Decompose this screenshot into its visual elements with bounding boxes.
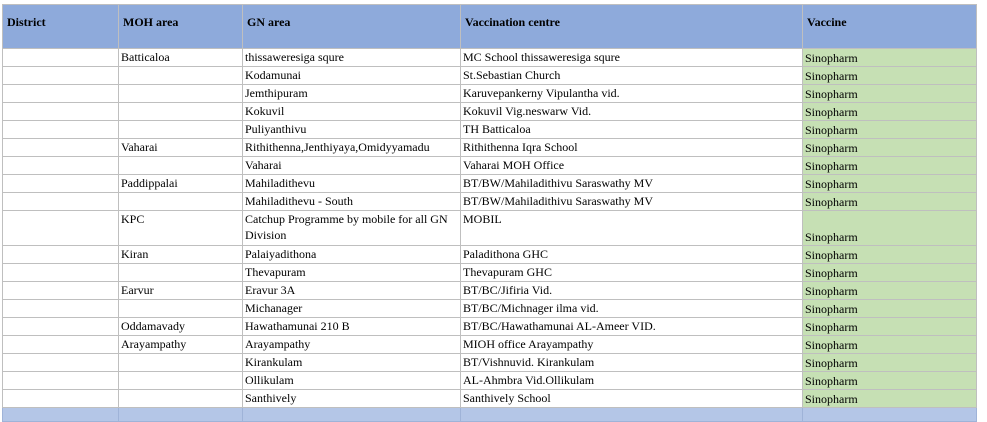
header-vaccination-centre: Vaccination centre — [461, 5, 803, 49]
footer-band-row — [3, 408, 977, 422]
header-moh-area: MOH area — [119, 5, 243, 49]
moh-area-cell — [119, 67, 243, 85]
table-row — [3, 354, 977, 372]
vaccine-cell: Sinopharm — [803, 336, 977, 354]
table-row — [3, 85, 977, 103]
district-cell — [3, 336, 119, 354]
district-cell — [3, 282, 119, 300]
header-gn-area: GN area — [243, 5, 461, 49]
district-cell — [3, 390, 119, 408]
gn-area-cell: Puliyanthivu — [243, 121, 461, 139]
moh-area-cell: Batticaloa — [119, 49, 243, 67]
vaccination-centre-cell: Santhively School — [461, 390, 803, 408]
vaccination-centre-cell: Rithithenna Iqra School — [461, 139, 803, 157]
vaccination-centre-cell: BT/BC/Jifiria Vid. — [461, 282, 803, 300]
vaccine-cell: Sinopharm — [803, 175, 977, 193]
vaccine-cell: Sinopharm — [803, 372, 977, 390]
vaccination-centre-cell: Karuvepankerny Vipulantha vid. — [461, 85, 803, 103]
vaccination-schedule-table — [2, 4, 977, 422]
table-row — [3, 103, 977, 121]
table-row — [3, 318, 977, 336]
gn-area-cell: Rithithenna,Jenthiyaya,Omidyyamadu — [243, 139, 461, 157]
moh-area-cell — [119, 103, 243, 121]
gn-area-cell: Kirankulam — [243, 354, 461, 372]
vaccination-centre-cell: Kokuvil Vig.neswarw Vid. — [461, 103, 803, 121]
district-cell — [3, 175, 119, 193]
gn-area-cell: Mahiladithevu — [243, 175, 461, 193]
vaccination-centre-cell: Paladithona GHC — [461, 246, 803, 264]
vaccination-centre-cell: BT/BW/Mahiladithivu Saraswathy MV — [461, 193, 803, 211]
vaccine-cell: Sinopharm — [803, 49, 977, 67]
district-cell — [3, 103, 119, 121]
gn-area-cell: Ollikulam — [243, 372, 461, 390]
footer-cell — [243, 408, 461, 422]
gn-area-cell: Jemthipuram — [243, 85, 461, 103]
table-row — [3, 300, 977, 318]
district-cell — [3, 157, 119, 175]
table-row — [3, 372, 977, 390]
vaccine-cell: Sinopharm — [803, 121, 977, 139]
footer-cell — [3, 408, 119, 422]
table-row — [3, 175, 977, 193]
district-cell — [3, 49, 119, 67]
vaccination-centre-cell: Vaharai MOH Office — [461, 157, 803, 175]
moh-area-cell — [119, 354, 243, 372]
vaccine-cell: Sinopharm — [803, 157, 977, 175]
moh-area-cell — [119, 390, 243, 408]
header-vaccine: Vaccine — [803, 5, 977, 49]
district-cell — [3, 85, 119, 103]
vaccination-centre-cell: BT/BC/Hawathamunai AL-Ameer VID. — [461, 318, 803, 336]
vaccination-centre-cell: BT/BW/Mahiladithivu Saraswathy MV — [461, 175, 803, 193]
vaccine-cell: Sinopharm — [803, 390, 977, 408]
gn-area-cell: Arayampathy — [243, 336, 461, 354]
header-district: District — [3, 5, 119, 49]
gn-area-cell: Hawathamunai 210 B — [243, 318, 461, 336]
gn-area-cell: Eravur 3A — [243, 282, 461, 300]
district-cell — [3, 121, 119, 139]
gn-area-cell: Michanager — [243, 300, 461, 318]
vaccine-cell: Sinopharm — [803, 139, 977, 157]
district-cell — [3, 354, 119, 372]
district-cell — [3, 264, 119, 282]
vaccine-cell: Sinopharm — [803, 246, 977, 264]
vaccination-centre-cell: BT/Vishnuvid. Kirankulam — [461, 354, 803, 372]
moh-area-cell: Paddippalai — [119, 175, 243, 193]
table-row — [3, 336, 977, 354]
vaccine-cell: Sinopharm — [803, 354, 977, 372]
footer-cell — [461, 408, 803, 422]
gn-area-cell: Palaiyadithona — [243, 246, 461, 264]
footer-cell — [803, 408, 977, 422]
vaccine-cell: Sinopharm — [803, 282, 977, 300]
gn-area-cell: Mahiladithevu - South — [243, 193, 461, 211]
gn-area-cell: Catchup Programme by mobile for all GN Division — [243, 211, 461, 246]
table-row — [3, 139, 977, 157]
moh-area-cell — [119, 300, 243, 318]
table-row — [3, 264, 977, 282]
table-row — [3, 246, 977, 264]
moh-area-cell: Earvur — [119, 282, 243, 300]
moh-area-cell: Oddamavady — [119, 318, 243, 336]
table-row — [3, 282, 977, 300]
moh-area-cell — [119, 121, 243, 139]
district-cell — [3, 139, 119, 157]
district-cell — [3, 211, 119, 246]
table-row — [3, 67, 977, 85]
moh-area-cell: Arayampathy — [119, 336, 243, 354]
table-row — [3, 211, 977, 246]
moh-area-cell: KPC — [119, 211, 243, 246]
vaccination-centre-cell: BT/BC/Michnager ilma vid. — [461, 300, 803, 318]
vaccination-centre-cell: Thevapuram GHC — [461, 264, 803, 282]
table-row — [3, 157, 977, 175]
vaccination-centre-cell: MC School thissaweresiga squre — [461, 49, 803, 67]
gn-area-cell: Vaharai — [243, 157, 461, 175]
vaccine-cell: Sinopharm — [803, 318, 977, 336]
vaccine-cell: Sinopharm — [803, 211, 977, 246]
vaccine-cell: Sinopharm — [803, 103, 977, 121]
table-row — [3, 49, 977, 67]
gn-area-cell: Thevapuram — [243, 264, 461, 282]
table-row — [3, 121, 977, 139]
table-body — [3, 49, 977, 408]
moh-area-cell: Vaharai — [119, 139, 243, 157]
moh-area-cell — [119, 85, 243, 103]
district-cell — [3, 318, 119, 336]
header-row — [3, 5, 977, 49]
district-cell — [3, 372, 119, 390]
district-cell — [3, 246, 119, 264]
vaccine-cell: Sinopharm — [803, 67, 977, 85]
gn-area-cell: thissaweresiga squre — [243, 49, 461, 67]
district-cell — [3, 300, 119, 318]
vaccine-cell: Sinopharm — [803, 193, 977, 211]
vaccination-centre-cell: MIOH office Arayampathy — [461, 336, 803, 354]
district-cell — [3, 67, 119, 85]
moh-area-cell — [119, 193, 243, 211]
vaccine-cell: Sinopharm — [803, 85, 977, 103]
moh-area-cell — [119, 372, 243, 390]
table-row — [3, 193, 977, 211]
vaccine-cell: Sinopharm — [803, 300, 977, 318]
gn-area-cell: Kokuvil — [243, 103, 461, 121]
gn-area-cell: Santhively — [243, 390, 461, 408]
vaccination-centre-cell: St.Sebastian Church — [461, 67, 803, 85]
vaccination-centre-cell: TH Batticaloa — [461, 121, 803, 139]
table-row — [3, 390, 977, 408]
moh-area-cell — [119, 157, 243, 175]
footer-cell — [119, 408, 243, 422]
moh-area-cell — [119, 264, 243, 282]
vaccination-centre-cell: MOBIL — [461, 211, 803, 246]
vaccination-centre-cell: AL-Ahmbra Vid.Ollikulam — [461, 372, 803, 390]
gn-area-cell: Kodamunai — [243, 67, 461, 85]
moh-area-cell: Kiran — [119, 246, 243, 264]
vaccine-cell: Sinopharm — [803, 264, 977, 282]
district-cell — [3, 193, 119, 211]
